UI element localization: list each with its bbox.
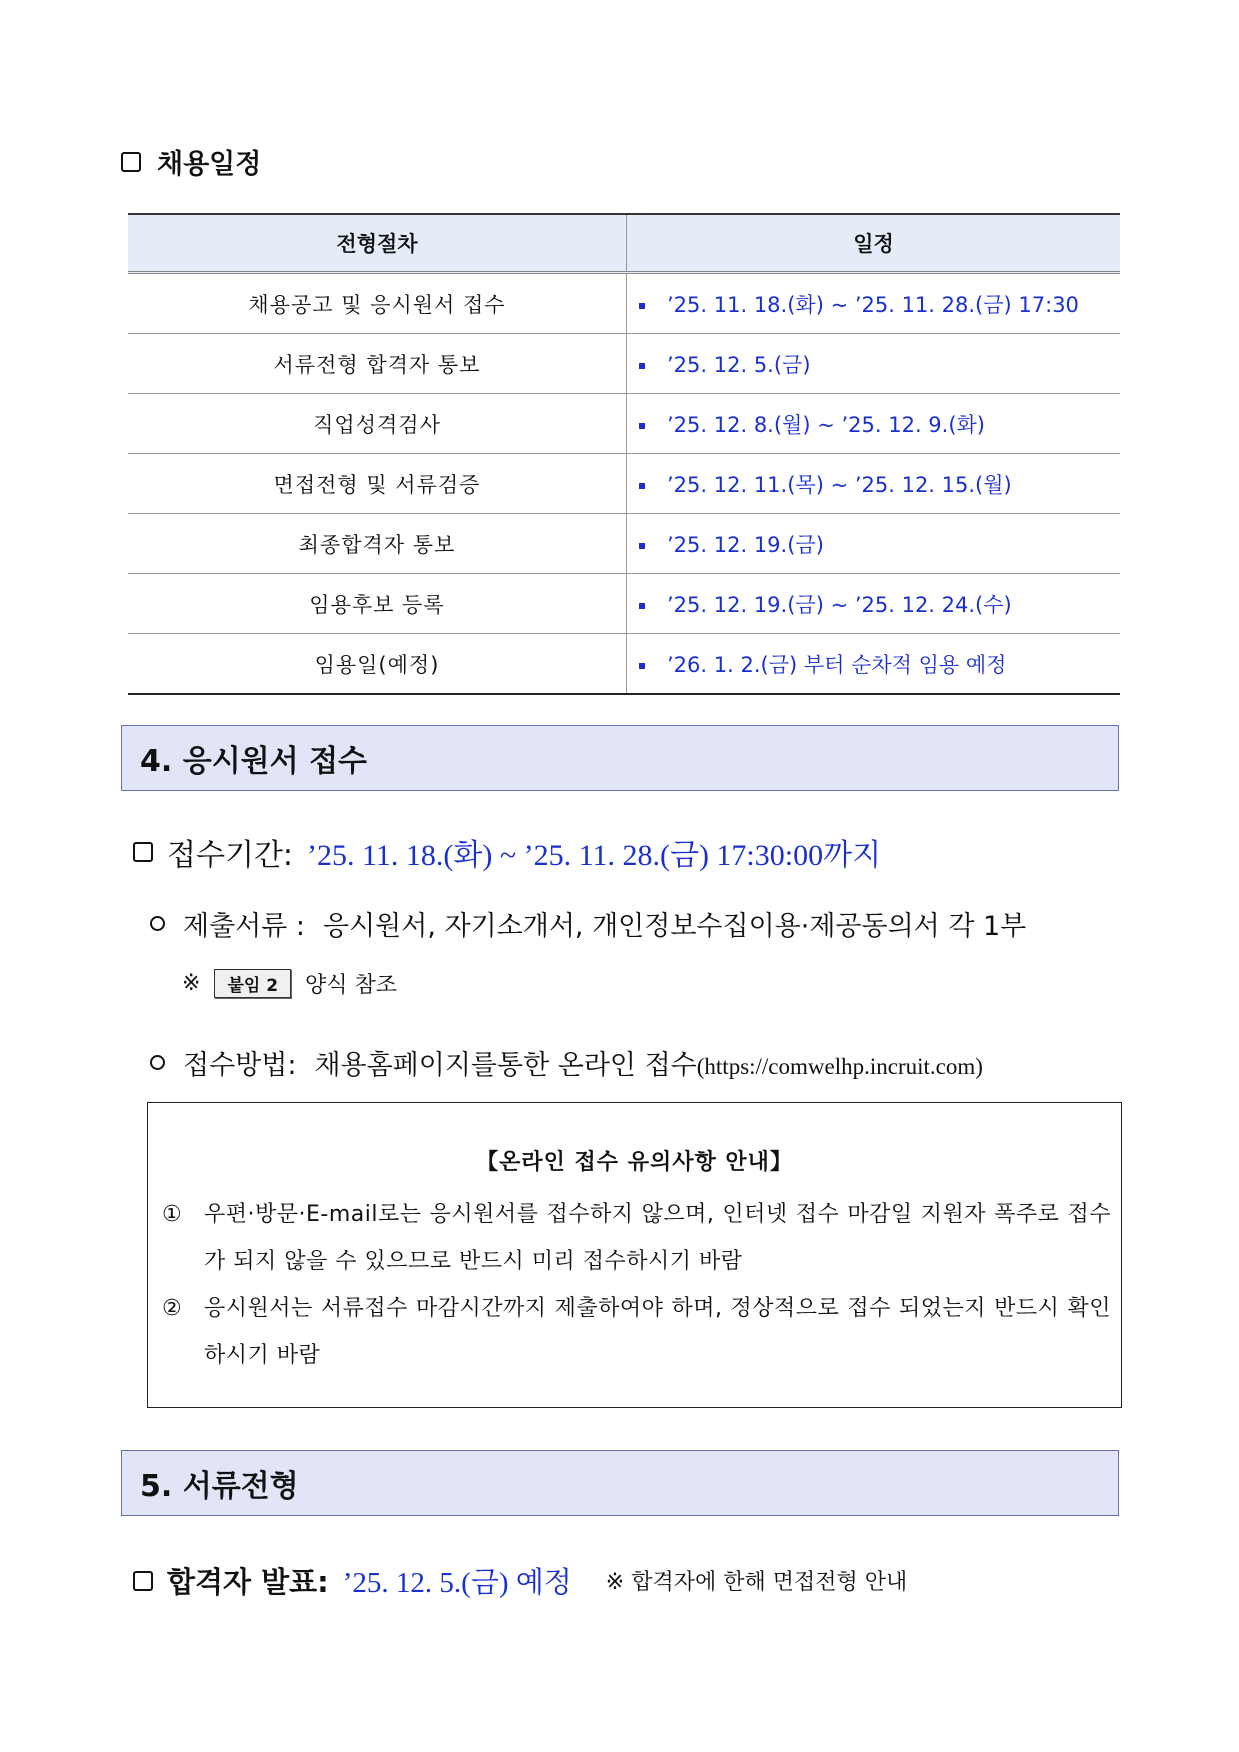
notice-text: 응시원서는 서류접수 마감시간까지 제출하여야 하며, 정상적으로 접수 되었는지 반드시 확인하시기 바람 xyxy=(204,1296,1111,1368)
square-bullet-icon xyxy=(639,663,645,669)
table-row xyxy=(128,514,1120,574)
step-cell: 면접전형 및 서류검증 xyxy=(128,454,627,514)
step-cell: 최종합격자 통보 xyxy=(128,514,627,574)
notice-text: 우편·방문·E-mail로는 응시원서를 접수하지 않으며, 인터넷 접수 마감일 지원자 폭주로 접수가 되지 않을 수 있으므로 반드시 미리 접수하시기 바람 xyxy=(204,1202,1111,1274)
notice-item xyxy=(162,1191,1111,1285)
method-label: 접수방법: xyxy=(183,1050,297,1081)
header-date: 일정 xyxy=(627,214,1121,273)
checkbox-square-icon xyxy=(133,1571,153,1591)
note-mark: ※ xyxy=(182,971,201,996)
section4-heading: 4. 응시원서 접수 xyxy=(121,725,1119,791)
schedule-title: 채용일정 xyxy=(157,149,262,180)
table-row xyxy=(128,634,1120,695)
table-header-row xyxy=(128,214,1120,273)
method-url: (https://comwelhp.incruit.com) xyxy=(696,1054,983,1079)
note-text: 양식 참조 xyxy=(305,973,398,998)
step-cell: 서류전형 합격자 통보 xyxy=(128,334,627,394)
section5-heading: 5. 서류전형 xyxy=(121,1450,1119,1516)
table-row xyxy=(128,454,1120,514)
date-cell xyxy=(627,334,1121,394)
table-row xyxy=(128,574,1120,634)
table-row xyxy=(128,334,1120,394)
date-cell xyxy=(627,273,1121,334)
period-label: 접수기간: xyxy=(167,838,294,873)
date-cell xyxy=(627,394,1121,454)
date-text: ’25. 12. 11.(목) ~ ’25. 12. 15.(월) xyxy=(667,472,1012,497)
step-cell: 채용공고 및 응시원서 접수 xyxy=(128,273,627,334)
announcement-line xyxy=(133,1560,907,1601)
step-cell: 직업성격검사 xyxy=(128,394,627,454)
square-bullet-icon xyxy=(639,483,645,489)
date-text: ’25. 12. 19.(금) ~ ’25. 12. 24.(수) xyxy=(667,592,1012,617)
checkbox-square-icon xyxy=(133,842,153,862)
attachment-tag: 붙임 2 xyxy=(214,969,291,998)
announce-note: ※ 합격자에 한해 면접전형 안내 xyxy=(605,1570,908,1595)
square-bullet-icon xyxy=(639,603,645,609)
notice-item xyxy=(162,1285,1111,1379)
form-reference-note xyxy=(182,968,397,999)
method-value xyxy=(314,1043,982,1082)
documents-line xyxy=(150,904,1026,943)
method-line xyxy=(150,1043,983,1082)
application-period-line xyxy=(133,830,881,874)
schedule-table xyxy=(128,213,1120,695)
date-text: ’25. 12. 5.(금) xyxy=(667,352,811,377)
date-cell xyxy=(627,514,1121,574)
period-value: ’25. 11. 18.(화) ~ ’25. 11. 28.(금) 17:30:00까지 xyxy=(307,839,882,872)
square-bullet-icon xyxy=(639,543,645,549)
date-text: ’26. 1. 2.(금) 부터 순차적 임용 예정 xyxy=(667,652,1007,677)
documents-value: 응시원서, 자기소개서, 개인정보수집이용·제공동의서 각 1부 xyxy=(323,911,1027,942)
square-bullet-icon xyxy=(639,423,645,429)
circle-bullet-icon xyxy=(150,916,165,931)
method-text: 채용홈페이지를통한 온라인 접수 xyxy=(314,1050,697,1081)
date-text: ’25. 11. 18.(화) ~ ’25. 11. 28.(금) 17:30 xyxy=(667,292,1079,317)
checkbox-square-icon xyxy=(121,152,141,172)
table-row xyxy=(128,273,1120,334)
online-notice-box xyxy=(147,1102,1122,1408)
step-cell: 임용후보 등록 xyxy=(128,574,627,634)
documents-label: 제출서류 : xyxy=(183,911,306,942)
date-text: ’25. 12. 8.(월) ~ ’25. 12. 9.(화) xyxy=(667,412,986,437)
table-row xyxy=(128,394,1120,454)
date-cell xyxy=(627,574,1121,634)
square-bullet-icon xyxy=(639,303,645,309)
date-cell xyxy=(627,454,1121,514)
header-step: 전형절차 xyxy=(128,214,627,273)
notice-number: ② xyxy=(162,1296,182,1321)
announce-value: ’25. 12. 5.(금) 예정 xyxy=(342,1567,572,1599)
announce-label: 합격자 발표: xyxy=(167,1565,329,1599)
date-text: ’25. 12. 19.(금) xyxy=(667,532,824,557)
circle-bullet-icon xyxy=(150,1055,165,1070)
notice-title: 【온라인 접수 유의사항 안내】 xyxy=(476,1150,793,1175)
date-cell xyxy=(627,634,1121,695)
notice-number: ① xyxy=(162,1202,182,1227)
step-cell: 임용일(예정) xyxy=(128,634,627,695)
schedule-heading xyxy=(121,142,261,181)
square-bullet-icon xyxy=(639,363,645,369)
